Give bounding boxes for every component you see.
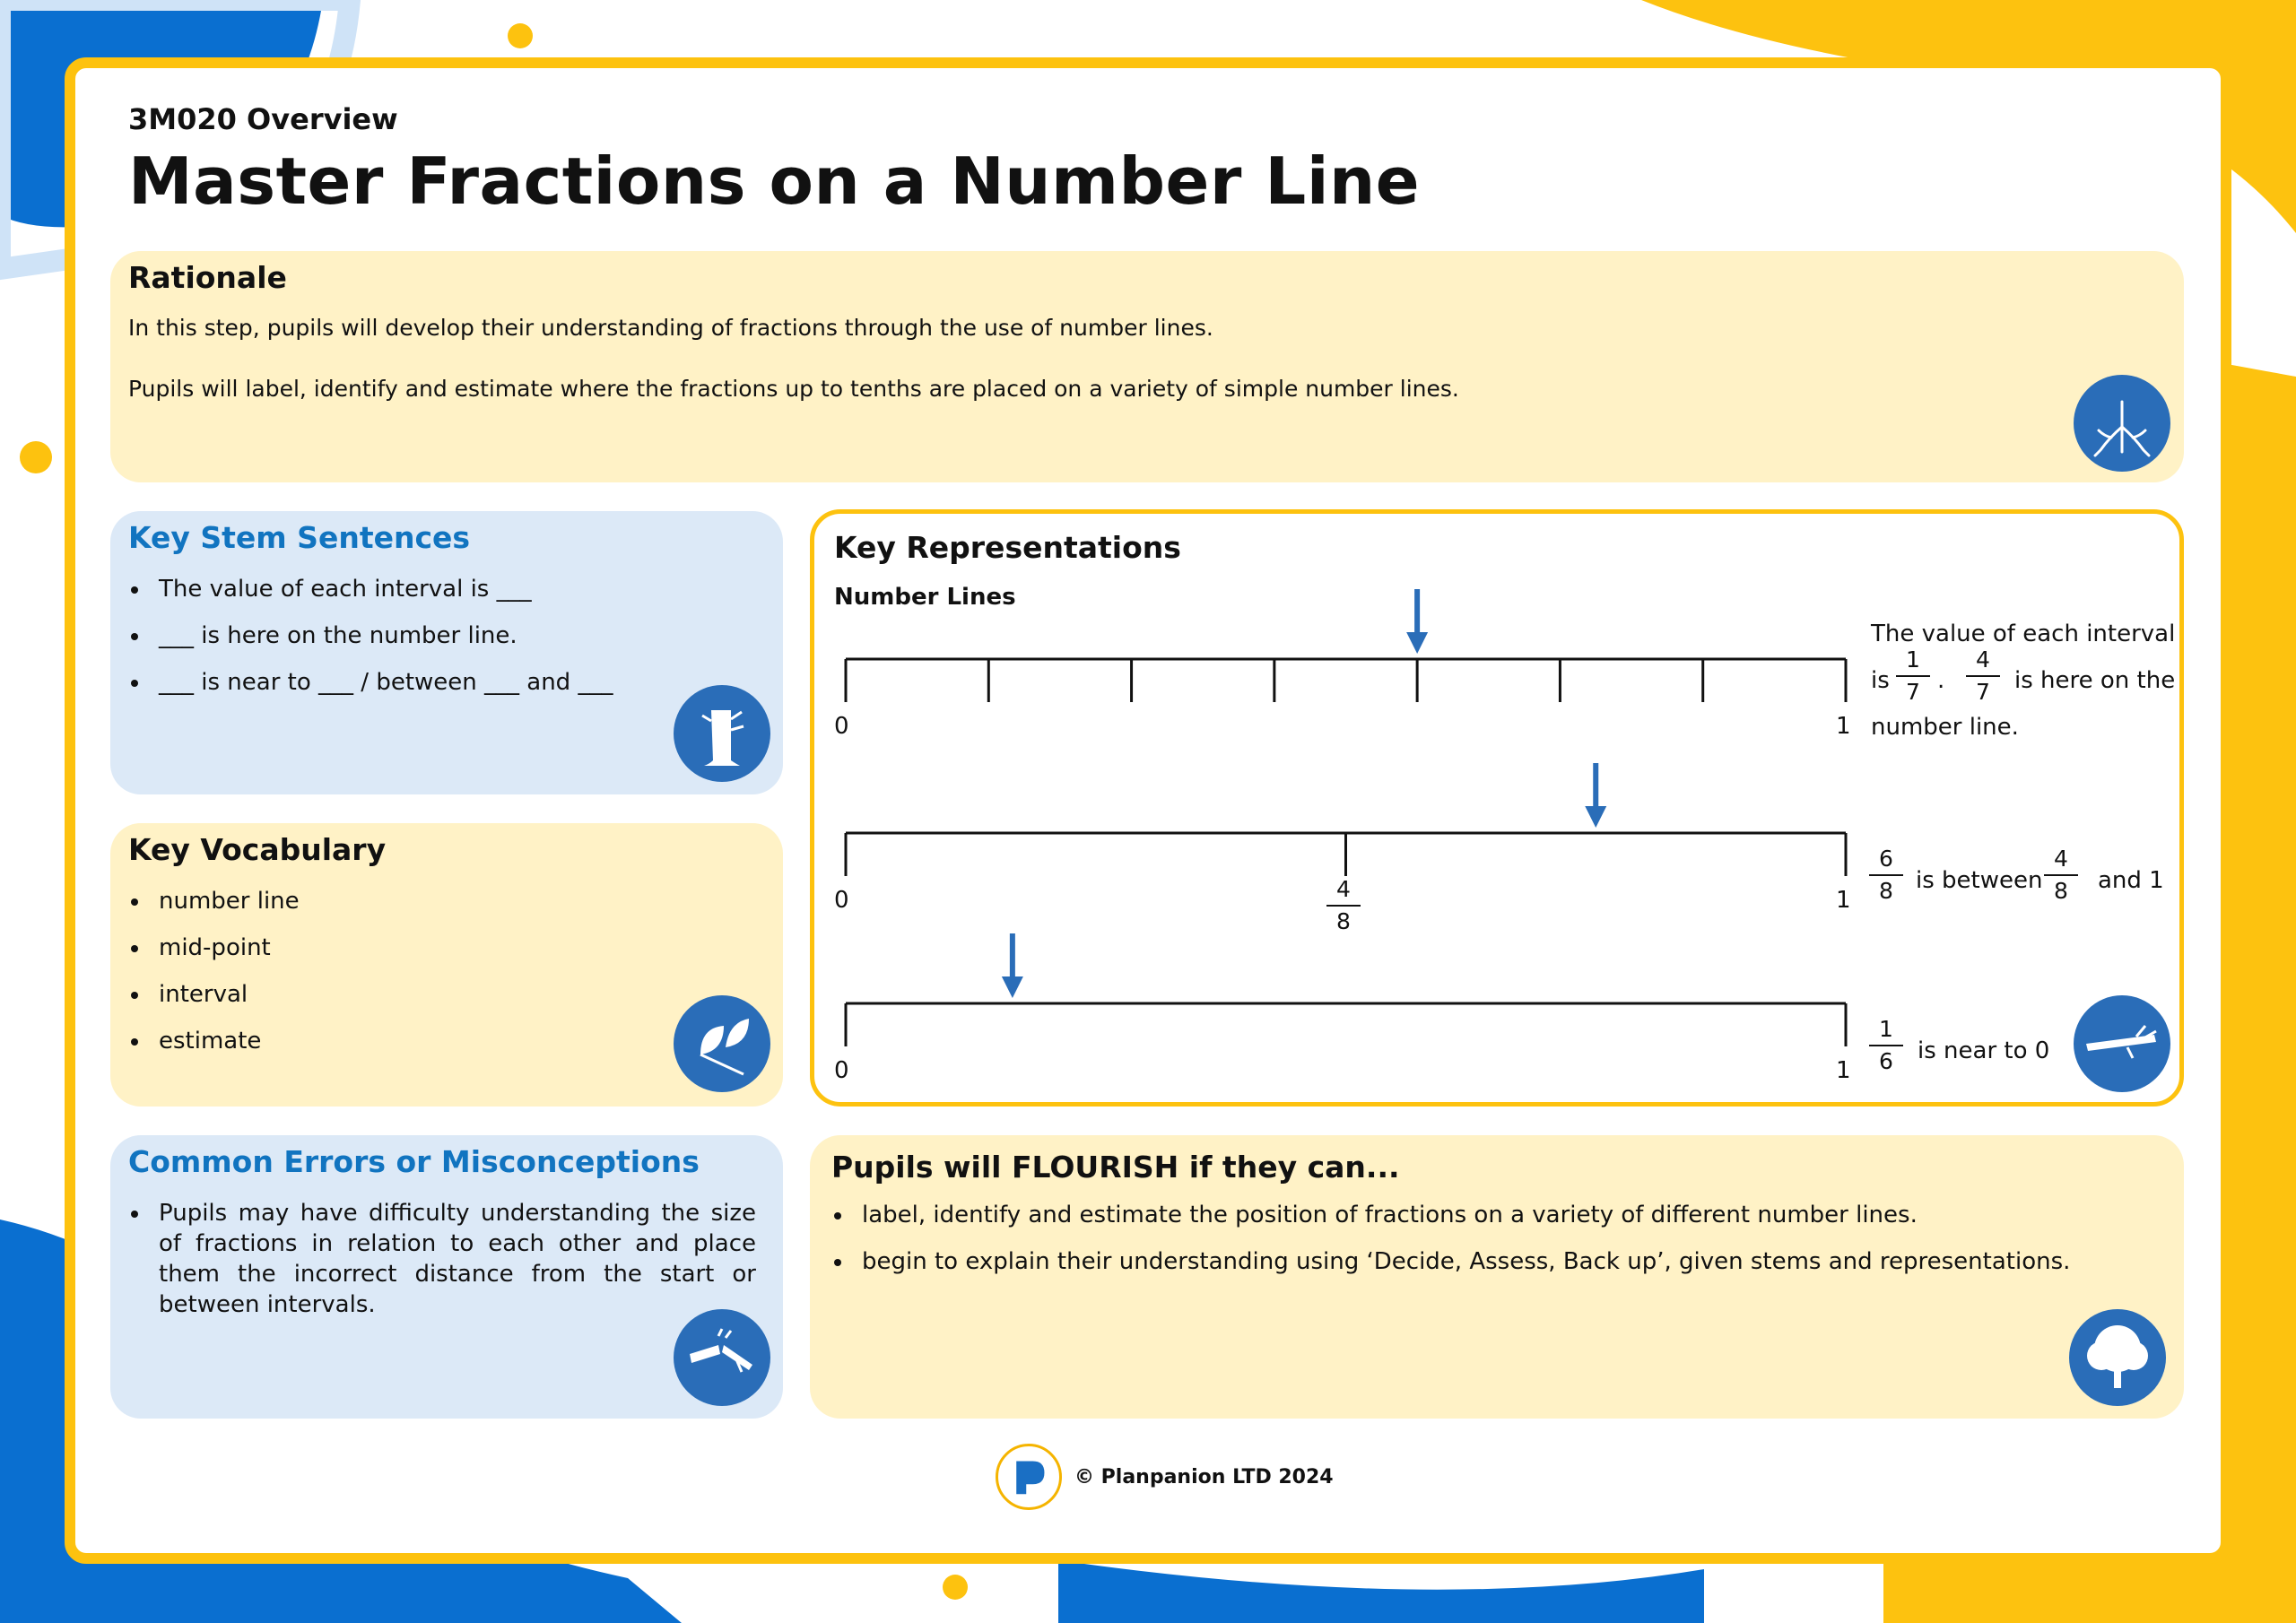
footer — [996, 1444, 1334, 1510]
arrow-shaft — [1593, 763, 1598, 810]
rationale-paragraph-1: In this step, pupils will develop their understanding of fractions through the use of number lines. — [128, 315, 1213, 341]
tree-trunk-icon — [674, 685, 770, 782]
representations-heading: Key Representations — [834, 530, 1181, 565]
list-item: The value of each interval is ___ — [128, 574, 613, 604]
vocabulary-heading: Key Vocabulary — [128, 832, 387, 867]
errors-heading: Common Errors or Misconceptions — [128, 1144, 700, 1179]
list-item: ___ is here on the number line. — [128, 621, 613, 651]
fraction-denominator: 8 — [1336, 908, 1351, 934]
line1-start-label: 0 — [834, 713, 849, 740]
errors-panel — [110, 1135, 783, 1419]
list-item: interval — [128, 979, 300, 1010]
fraction-numerator: 4 — [1336, 876, 1351, 902]
line1-text-after: is here on the — [2014, 667, 2176, 694]
errors-list — [128, 1198, 756, 1336]
line2-text-and: and 1 — [2098, 867, 2164, 894]
list-item: label, identify and estimate the position of fractions on a variety of different number lines. — [831, 1200, 2070, 1230]
page-title: Master Fractions on a Number Line — [128, 143, 1421, 219]
list-item: mid-point — [128, 933, 300, 963]
rationale-panel — [110, 251, 2184, 482]
fraction-denominator: 7 — [1976, 679, 1990, 705]
vocabulary-panel — [110, 823, 783, 1107]
line2-start-label: 0 — [834, 887, 849, 914]
roots-icon — [2074, 375, 2170, 472]
arrow-head — [1406, 632, 1428, 654]
overview-code: 3M020 Overview — [128, 102, 398, 136]
line1-text-is: is — [1871, 667, 1890, 694]
flourish-list — [831, 1200, 2070, 1293]
number-lines-subheading: Number Lines — [834, 584, 1016, 611]
line1-fraction-b — [1966, 647, 2000, 706]
fraction-numerator: 6 — [1879, 846, 1893, 872]
line2-text-between: is between — [1916, 867, 2043, 894]
fraction-denominator: 6 — [1879, 1048, 1893, 1074]
full-tree-icon — [2069, 1309, 2166, 1406]
arrow-head — [1585, 806, 1606, 828]
rationale-heading: Rationale — [128, 260, 287, 295]
line2-mid-fraction — [1326, 876, 1361, 935]
list-item: number line — [128, 886, 300, 916]
arrow-head — [1002, 976, 1023, 998]
list-item: ___ is near to ___ / between ___ and ___ — [128, 667, 613, 698]
broken-branch-icon — [674, 1309, 770, 1406]
stem-sentences-list — [128, 574, 613, 714]
line1-text-top: The value of each interval — [1871, 621, 2176, 647]
fraction-numerator: 1 — [1879, 1016, 1893, 1042]
vocabulary-list — [128, 886, 300, 1072]
planpanion-logo-icon — [996, 1444, 1062, 1510]
flourish-panel — [810, 1135, 2184, 1419]
list-item: estimate — [128, 1026, 300, 1056]
representations-panel — [810, 509, 2184, 1107]
fraction-numerator: 4 — [2054, 846, 2068, 872]
flourish-heading: Pupils will FLOURISH if they can... — [831, 1150, 1400, 1185]
line3-fraction-a — [1869, 1016, 1903, 1075]
fraction-numerator: 4 — [1976, 647, 1990, 673]
line2-fraction-b — [2044, 846, 2078, 905]
line2-fraction-a — [1869, 846, 1903, 905]
list-item: begin to explain their understanding using ‘Decide, Assess, Back up’, given stems and representations. — [831, 1246, 2070, 1277]
fraction-denominator: 8 — [2054, 878, 2068, 904]
line1-fraction-a — [1896, 647, 1930, 706]
line3-end-label: 1 — [1836, 1057, 1851, 1084]
rationale-paragraph-2: Pupils will label, identify and estimate where the fractions up to tenths are placed on a variety of simple number lines. — [128, 376, 1459, 402]
line3-start-label: 0 — [834, 1057, 849, 1084]
branch-icon — [2074, 995, 2170, 1092]
fraction-denominator: 7 — [1906, 679, 1920, 705]
fraction-denominator: 8 — [1879, 878, 1893, 904]
line2-end-label: 1 — [1836, 887, 1851, 914]
number-lines-diagram — [814, 514, 2179, 1102]
fraction-numerator: 1 — [1906, 647, 1920, 673]
line1-end-label: 1 — [1836, 713, 1851, 740]
arrow-shaft — [1414, 589, 1420, 636]
list-item: Pupils may have difficulty understanding the size of fractions in relation to each other and place them the incorrect distance from the start or between intervals. — [128, 1198, 756, 1320]
stem-sentences-heading: Key Stem Sentences — [128, 520, 471, 555]
copyright-text: © Planpanion LTD 2024 — [1074, 1465, 1334, 1488]
line1-dot: . — [1937, 667, 1945, 694]
arrow-shaft — [1010, 933, 1015, 980]
leaves-icon — [674, 995, 770, 1092]
stem-sentences-panel — [110, 511, 783, 794]
line1-text-bottom: number line. — [1871, 714, 2019, 741]
line3-text-near: is near to 0 — [1918, 1037, 2050, 1064]
